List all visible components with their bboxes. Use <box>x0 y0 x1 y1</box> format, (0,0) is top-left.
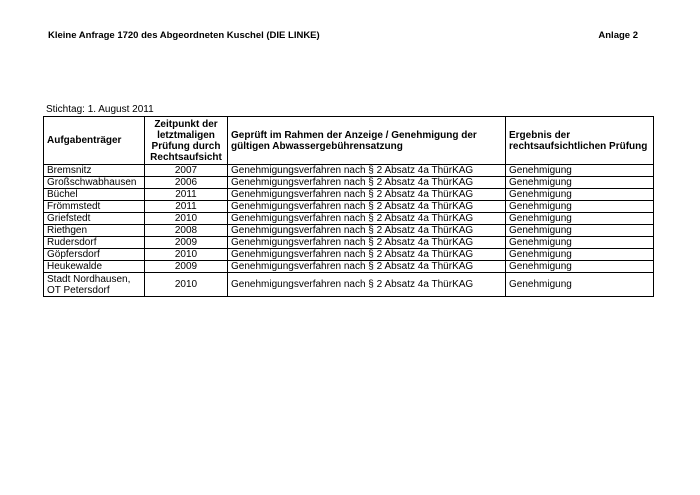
cell-traeger-line: Stadt Nordhausen, <box>47 273 131 285</box>
page-header <box>48 30 638 44</box>
cell-traeger: Büchel <box>44 189 145 201</box>
cell-year: 2010 <box>145 213 228 225</box>
cell-traeger: Riethgen <box>44 225 145 237</box>
cell-year: 2009 <box>145 261 228 273</box>
cell-ergebnis: Genehmigung <box>506 225 654 237</box>
cell-traeger: Griefstedt <box>44 213 145 225</box>
table-row <box>44 237 654 249</box>
table-row <box>44 189 654 201</box>
table-row <box>44 225 654 237</box>
cell-ergebnis: Genehmigung <box>506 273 654 297</box>
table-row <box>44 165 654 177</box>
cell-traeger: Göpfersdorf <box>44 249 145 261</box>
review-table <box>43 116 654 297</box>
cell-verfahren: Genehmigungsverfahren nach § 2 Absatz 4a ThürKAG <box>228 261 506 273</box>
cell-ergebnis: Genehmigung <box>506 165 654 177</box>
column-header-ergebnis: Ergebnis der rechtsaufsichtlichen Prüfung <box>506 117 654 165</box>
reference-date: Stichtag: 1. August 2011 <box>46 104 154 115</box>
cell-ergebnis: Genehmigung <box>506 261 654 273</box>
cell-traeger-line: OT Petersdorf <box>47 284 110 296</box>
cell-ergebnis: Genehmigung <box>506 237 654 249</box>
cell-year: 2007 <box>145 165 228 177</box>
table-row <box>44 261 654 273</box>
column-header-verfahren: Geprüft im Rahmen der Anzeige / Genehmigung der gültigen Abwassergebührensatzung <box>228 117 506 165</box>
table-row <box>44 177 654 189</box>
cell-year: 2010 <box>145 249 228 261</box>
cell-verfahren: Genehmigungsverfahren nach § 2 Absatz 4a ThürKAG <box>228 189 506 201</box>
table-header-row <box>44 117 654 165</box>
cell-ergebnis: Genehmigung <box>506 213 654 225</box>
cell-verfahren: Genehmigungsverfahren nach § 2 Absatz 4a ThürKAG <box>228 249 506 261</box>
cell-traeger: Rudersdorf <box>44 237 145 249</box>
cell-year: 2008 <box>145 225 228 237</box>
cell-ergebnis: Genehmigung <box>506 201 654 213</box>
cell-verfahren: Genehmigungsverfahren nach § 2 Absatz 4a ThürKAG <box>228 165 506 177</box>
cell-traeger: Frömmstedt <box>44 201 145 213</box>
table-row <box>44 273 654 297</box>
cell-verfahren: Genehmigungsverfahren nach § 2 Absatz 4a ThürKAG <box>228 237 506 249</box>
attachment-label: Anlage 2 <box>598 30 638 41</box>
cell-ergebnis: Genehmigung <box>506 189 654 201</box>
cell-verfahren: Genehmigungsverfahren nach § 2 Absatz 4a ThürKAG <box>228 213 506 225</box>
cell-traeger <box>44 273 145 297</box>
cell-year: 2011 <box>145 189 228 201</box>
cell-verfahren: Genehmigungsverfahren nach § 2 Absatz 4a ThürKAG <box>228 201 506 213</box>
cell-verfahren: Genehmigungsverfahren nach § 2 Absatz 4a ThürKAG <box>228 273 506 297</box>
cell-traeger: Heukewalde <box>44 261 145 273</box>
table-row <box>44 249 654 261</box>
cell-year: 2009 <box>145 237 228 249</box>
cell-verfahren: Genehmigungsverfahren nach § 2 Absatz 4a ThürKAG <box>228 177 506 189</box>
cell-ergebnis: Genehmigung <box>506 177 654 189</box>
column-header-zeitpunkt: Zeitpunkt der letztmaligen Prüfung durch Rechtsaufsicht <box>145 117 228 165</box>
document-title: Kleine Anfrage 1720 des Abgeordneten Kuschel (DIE LINKE) <box>48 30 320 41</box>
cell-year: 2006 <box>145 177 228 189</box>
column-header-traeger: Aufgabenträger <box>44 117 145 165</box>
cell-ergebnis: Genehmigung <box>506 249 654 261</box>
cell-year: 2011 <box>145 201 228 213</box>
cell-traeger: Bremsnitz <box>44 165 145 177</box>
table-row <box>44 201 654 213</box>
cell-verfahren: Genehmigungsverfahren nach § 2 Absatz 4a ThürKAG <box>228 225 506 237</box>
cell-traeger: Großschwabhausen <box>44 177 145 189</box>
table-row <box>44 213 654 225</box>
cell-year: 2010 <box>145 273 228 297</box>
